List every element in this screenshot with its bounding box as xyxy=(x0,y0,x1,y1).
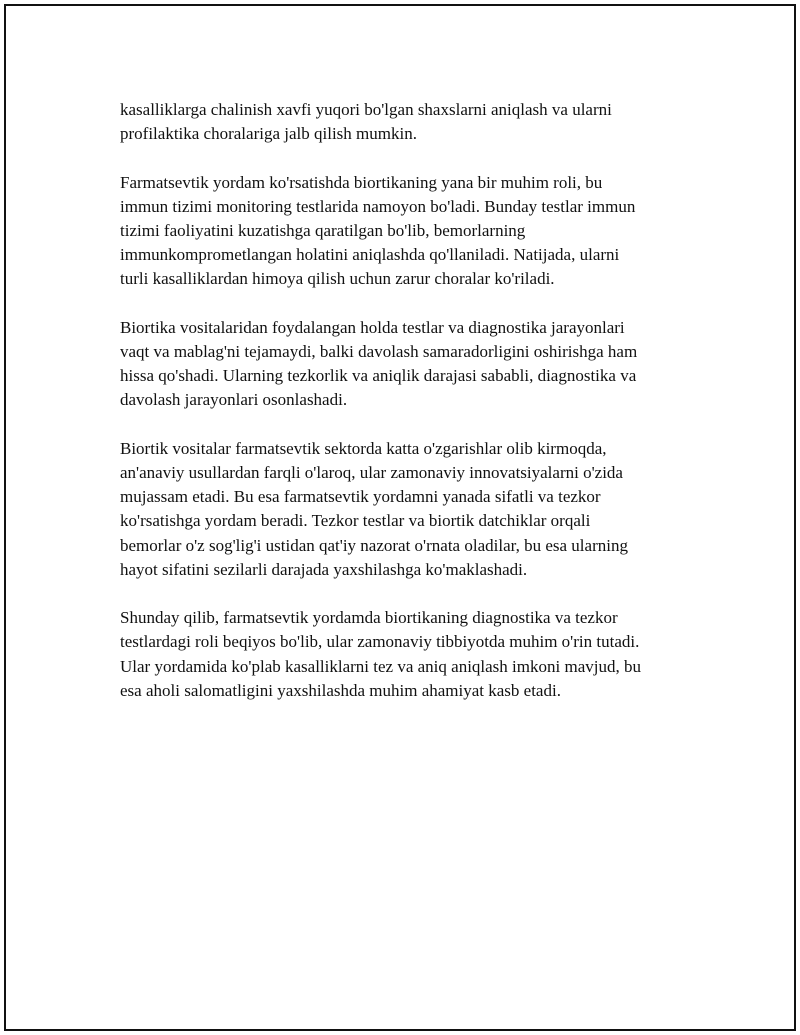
paragraph-4 xyxy=(120,437,700,582)
text-line: hayot sifatini sezilarli darajada yaxshilashga ko'maklashadi. xyxy=(120,559,528,579)
paragraph-5 xyxy=(120,606,700,703)
document-body xyxy=(120,98,700,727)
text-line: vaqt va mablag'ni tejamaydi, balki davolash samaradorligini oshirishga ham xyxy=(120,342,638,361)
paragraph-1 xyxy=(120,98,700,146)
text-line: Shunday qilib, farmatsevtik yordamda biortikaning diagnostika va tezkor xyxy=(120,608,618,628)
text-line: an'anaviy usullardan farqli o'laroq, ular zamonaviy innovatsiyalarni o'zida xyxy=(120,463,623,482)
text-line: Farmatsevtik yordam ko'rsatishda biortikaning yana bir muhim roli, bu xyxy=(120,172,603,192)
text-line: bemorlar o'z sog'lig'i ustidan qat'iy nazorat o'rnata oladilar, bu esa ularning xyxy=(120,535,628,555)
text-line: kasalliklarga chalinish xavfi yuqori bo'lgan shaxslarni aniqlash va ularni xyxy=(120,100,612,119)
paragraph-3 xyxy=(120,316,700,413)
text-line: ko'rsatishga yordam beradi. Tezkor testlar va biortik datchiklar orqali xyxy=(120,511,591,531)
text-line: Biortika vositalaridan foydalangan holda testlar va diagnostika jarayonlari xyxy=(120,317,625,337)
text-line: Biortik vositalar farmatsevtik sektorda katta o'zgarishlar olib kirmoqda, xyxy=(120,438,607,458)
text-line: immun tizimi monitoring testlarida namoyon bo'ladi. Bunday testlar immun xyxy=(120,196,636,216)
text-line: profilaktika choralariga jalb qilish mumkin. xyxy=(120,124,417,144)
text-line: immunkomprometlangan holatini aniqlashda qo'llaniladi. Natijada, ularni xyxy=(120,245,620,265)
paragraph-2 xyxy=(120,171,700,292)
text-line: davolash jarayonlari osonlashadi. xyxy=(120,390,348,410)
text-line: tizimi faoliyatini kuzatishga qaratilgan bo'lib, bemorlarning xyxy=(120,221,526,240)
text-line: testlardagi roli beqiyos bo'lib, ular zamonaviy tibbiyotda muhim o'rin tutadi. xyxy=(120,632,640,652)
text-line: Ular yordamida ko'plab kasalliklarni tez va aniq aniqlash imkoni mavjud, bu xyxy=(120,656,641,676)
text-line: turli kasalliklardan himoya qilish uchun zarur choralar ko'riladi. xyxy=(120,269,555,289)
text-line: hissa qo'shadi. Ularning tezkorlik va aniqlik darajasi sababli, diagnostika va xyxy=(120,366,637,386)
text-line: mujassam etadi. Bu esa farmatsevtik yordamni yanada sifatli va tezkor xyxy=(120,487,601,507)
document-page xyxy=(4,4,796,1031)
text-line: esa aholi salomatligini yaxshilashda muhim ahamiyat kasb etadi. xyxy=(120,680,561,700)
